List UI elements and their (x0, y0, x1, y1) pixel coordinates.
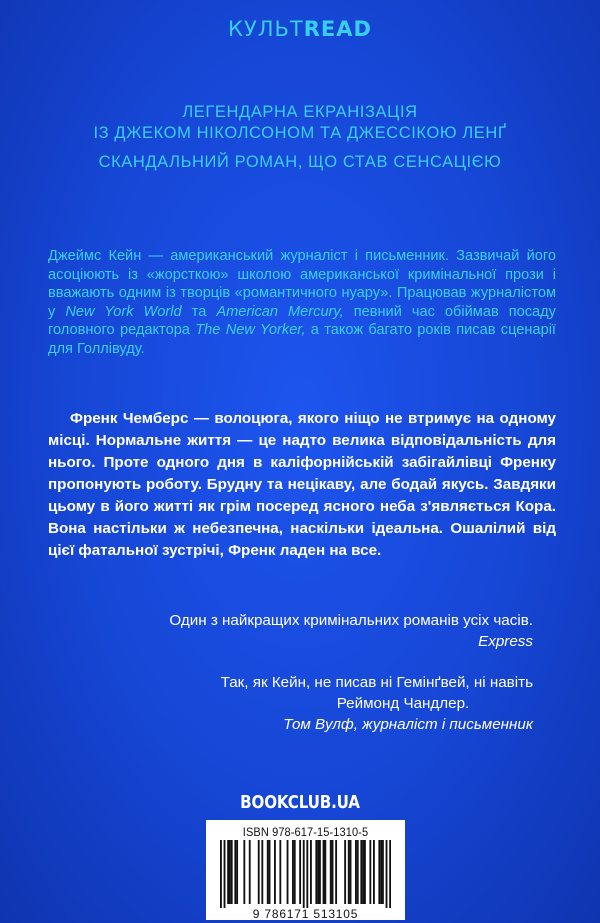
barcode-bar (231, 840, 233, 904)
publication-new-york-world: New York World (65, 303, 182, 320)
barcode-bar (389, 840, 391, 908)
barcode-bar (249, 840, 251, 904)
barcode-bar (348, 840, 350, 904)
barcode-bar (317, 840, 319, 904)
series-logo-prefix: КУЛЬТ (228, 17, 304, 41)
isbn-label: ISBN 978-617-15-1310-5 (242, 825, 369, 839)
barcode-bar (227, 840, 229, 904)
publication-american-mercury: American Mercury, (216, 303, 344, 320)
book-blurb: Френк Чемберс — волоцюга, якого ніщо не втримує на одному місці. Нормальне життя — це надто велика відповідальність для нього. Проте одного дня в каліфорнійській забігайлівці Френку пропонують роботу. Брудну та нецікаву, але бодай якусь. Завдяки цьому в його житті як грім посеред ясного неба з'являється Кора. Вона настільки ж небезпечна, наскільки ідеальна. Ошалілий від цієї фатальної зустрічі, Френк ладен на все. (48, 410, 556, 559)
review-quote-2-line-1: Так, як Кейн, не писав ні Гемінґвей, ні навіть (220, 674, 533, 691)
about-author-text-1: Джеймс Кейн — американський журналіст і письменник. Зазвичай його асоціюють із «жорсткою» школою американської кримінальної прози і вважають одним із творців «романтичного нуару». Працював журналістом у (48, 248, 556, 320)
review-quote-1 (53, 610, 533, 652)
barcode-bar (315, 840, 317, 904)
tagline-2: ІЗ ДЖЕКОМ НІКОЛСОНОМ ТА ДЖЕССІКОЮ ЛЕНҐ (93, 124, 507, 142)
barcode-bar (258, 840, 260, 904)
barcode-bar (324, 840, 326, 904)
barcode-bar (274, 840, 276, 904)
barcode-bar (386, 840, 388, 908)
tagline-1: ЛЕГЕНДАРНА ЕКРАНІЗАЦІЯ (182, 103, 418, 121)
barcode-bar (380, 840, 382, 904)
barcode-bar (330, 840, 332, 904)
review-quote-2 (113, 672, 533, 735)
barcode-bar (269, 840, 271, 904)
review-quote-1-text: Один з найкращих кримінальних романів усіх часів. (169, 612, 533, 629)
about-author-text-4: а також багато років писав сценарії для Голлівуду. (48, 322, 556, 357)
barcode-bar (373, 840, 375, 904)
barcode-bar (332, 840, 334, 904)
barcode-bar (220, 840, 222, 908)
about-author-text-3: певний час обіймав посаду головного редактора (48, 303, 556, 339)
barcode-bar (261, 840, 263, 904)
about-author (48, 247, 556, 359)
barcode-box (206, 820, 405, 920)
barcode-bar (236, 840, 238, 904)
barcode-bar (319, 840, 321, 904)
barcode-bar (267, 840, 269, 904)
barcode-bar (287, 840, 289, 904)
about-author-text-2: та (181, 303, 217, 320)
barcode-bar (279, 840, 281, 904)
publisher-url: BOOKCLUB.UA (240, 792, 360, 813)
barcode-bar (335, 840, 337, 904)
barcode-bar (369, 840, 371, 904)
review-quote-2-line-2: Реймонд Чандлер. (336, 695, 470, 712)
barcode-bar (357, 840, 359, 904)
review-quote-1-source: Express (478, 633, 533, 650)
barcode-bar (364, 840, 366, 904)
barcode-bar (229, 840, 231, 904)
publication-new-yorker: The New Yorker, (195, 322, 306, 339)
barcode-icon (220, 840, 391, 908)
barcode-bar (234, 840, 236, 904)
tagline-3: СКАНДАЛЬНИЙ РОМАН, ЩО СТАВ СЕНСАЦІЄЮ (98, 153, 502, 171)
series-logo-bold: READ (303, 17, 372, 41)
barcode-bar (303, 840, 305, 908)
barcode-bar (224, 840, 226, 908)
barcode-bar (378, 840, 380, 904)
barcode-bar (292, 840, 294, 904)
barcode-bar (360, 840, 362, 904)
taglines (0, 102, 600, 173)
barcode-bar (350, 840, 352, 904)
barcode-bar (294, 840, 296, 904)
barcode-bar (382, 840, 384, 904)
barcode-bar (362, 840, 364, 904)
series-logo (0, 17, 600, 41)
barcode-bar (310, 840, 312, 904)
barcode-bar (323, 840, 325, 904)
barcode-bar (355, 840, 357, 904)
barcode-bar (306, 840, 308, 908)
barcode-bar (299, 840, 301, 904)
barcode-bar (344, 840, 346, 904)
barcode-bar (243, 840, 245, 904)
review-quote-2-source: Том Вулф, журналіст і письменник (283, 716, 533, 733)
barcode-digits: 9 786171 513105 (252, 907, 359, 921)
